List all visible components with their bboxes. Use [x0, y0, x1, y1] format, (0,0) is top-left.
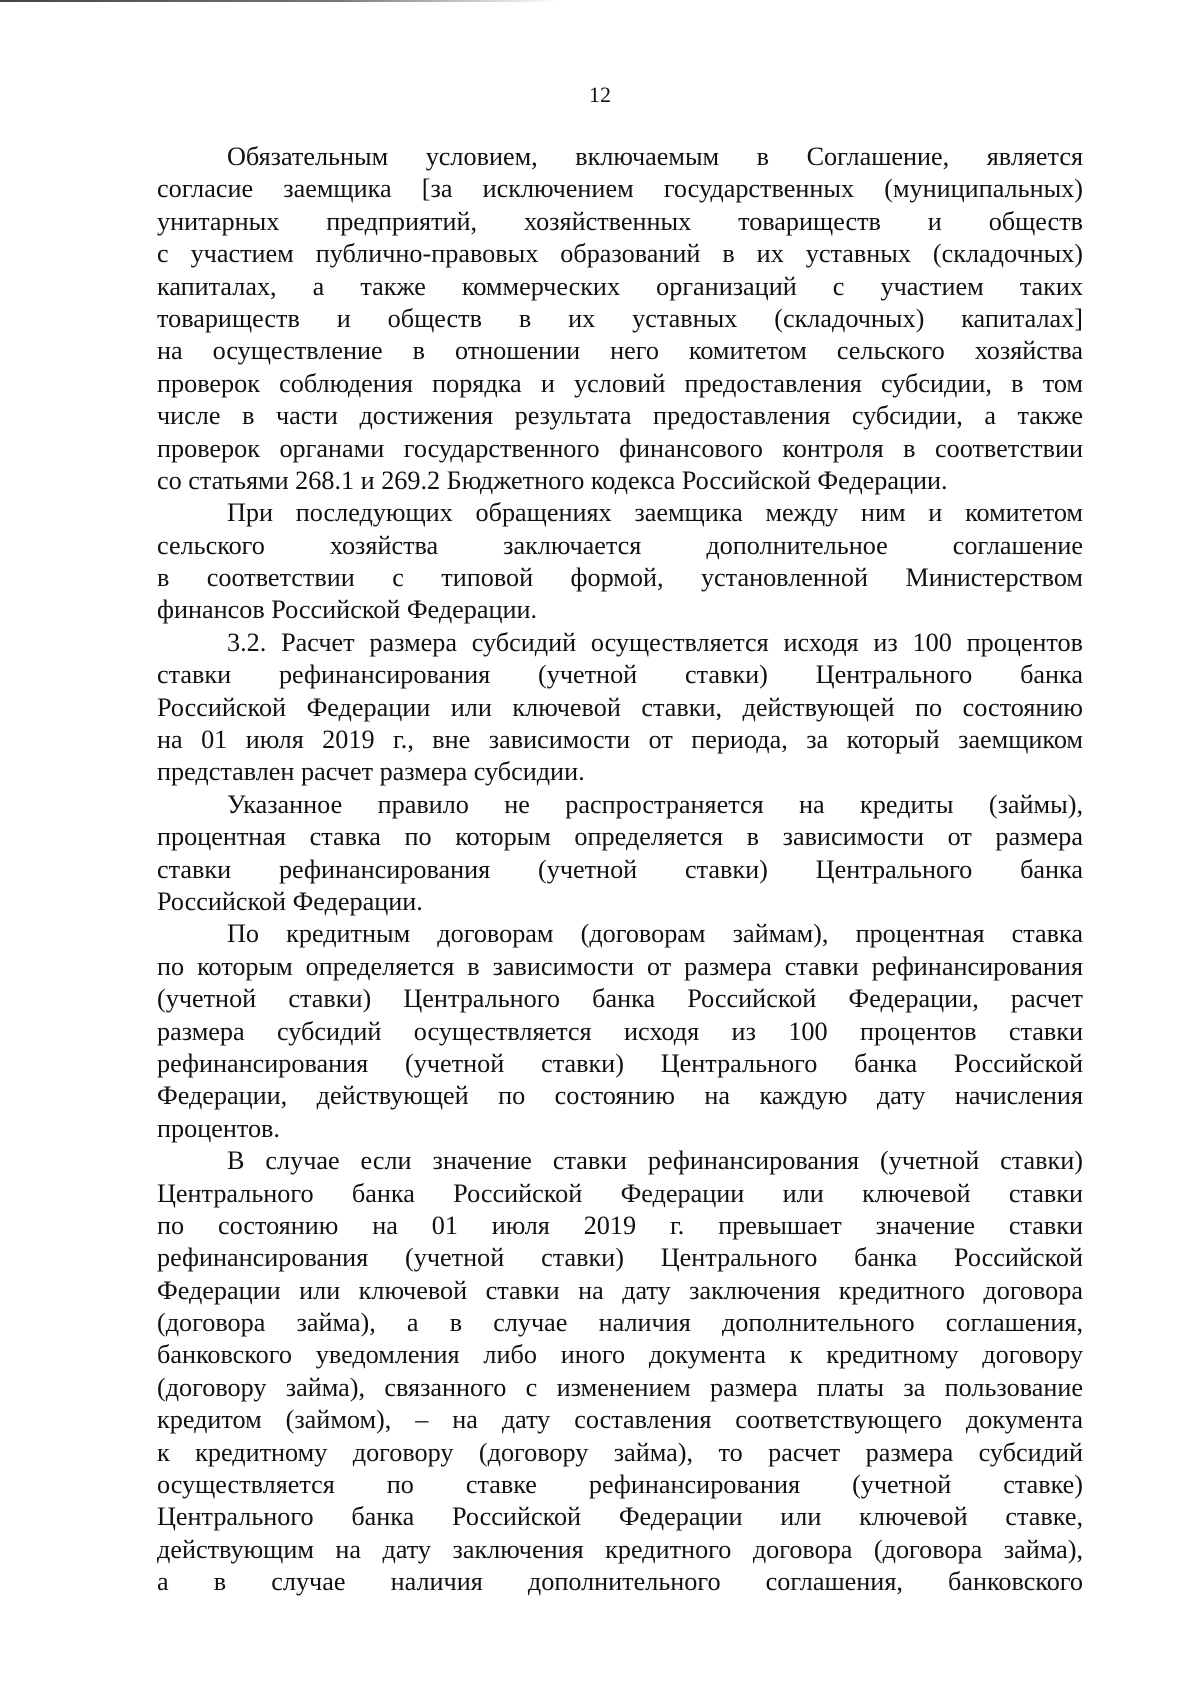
text-line: ставки рефинансирования (учетной ставки) Центрального банка	[157, 854, 1083, 884]
text-line: к кредитному договору (договору займа), то расчет размера субсидий	[157, 1437, 1083, 1467]
text-line: процентов.	[157, 1113, 280, 1143]
text-line: рефинансирования (учетной ставки) Центрального банка Российской	[157, 1048, 1083, 1078]
text-line: По кредитным договорам (договорам займам), процентная ставка	[227, 919, 1083, 949]
text-line: При последующих обращениях заемщика между ним и комитетом	[227, 498, 1083, 528]
text-line: (учетной ставки) Центрального банка Российской Федерации, расчет	[157, 984, 1083, 1014]
text-line: капиталах, а также коммерческих организаций с участием таких	[157, 271, 1083, 301]
text-line: Федерации, действующей по состоянию на каждую дату начисления	[157, 1081, 1083, 1111]
text-line: по которым определяется в зависимости от размера ставки рефинансирования	[157, 951, 1083, 981]
text-line: проверок органами государственного финансового контроля в соответствии	[157, 433, 1083, 463]
text-line: на осуществление в отношении него комитетом сельского хозяйства	[157, 336, 1083, 366]
text-line: 3.2. Расчет размера субсидий осуществляется исходя из 100 процентов	[227, 627, 1083, 657]
text-line: числе в части достижения результата предоставления субсидии, а также	[157, 401, 1083, 431]
text-line: Центрального банка Российской Федерации или ключевой ставке,	[157, 1502, 1083, 1532]
text-line: представлен расчет размера субсидии.	[157, 757, 585, 787]
text-line: осуществляется по ставке рефинансирования (учетной ставке)	[157, 1470, 1083, 1500]
text-line: (договору займа), связанного с изменением размера платы за пользование	[157, 1372, 1083, 1402]
text-line: по состоянию на 01 июля 2019 г. превышает значение ставки	[157, 1210, 1083, 1240]
text-line: Указанное правило не распространяется на кредиты (займы),	[227, 789, 1083, 819]
text-line: кредитом (займом), – на дату составления соответствующего документа	[157, 1405, 1083, 1435]
text-line: банковского уведомления либо иного документа к кредитному договору	[157, 1340, 1083, 1370]
text-line: Центрального банка Российской Федерации или ключевой ставки	[157, 1178, 1083, 1208]
text-line: а в случае наличия дополнительного соглашения, банковского	[157, 1567, 1083, 1597]
text-line: в соответствии с типовой формой, установленной Министерством	[157, 563, 1083, 593]
text-line: на 01 июля 2019 г., вне зависимости от периода, за который заемщиком	[157, 725, 1083, 755]
text-line: унитарных предприятий, хозяйственных товариществ и обществ	[157, 206, 1083, 236]
text-line: со статьями 268.1 и 269.2 Бюджетного кодекса Российской Федерации.	[157, 465, 948, 495]
text-line: Российской Федерации.	[157, 886, 423, 916]
page-number: 12	[589, 82, 611, 107]
text-line: сельского хозяйства заключается дополнительное соглашение	[157, 530, 1083, 560]
text-line: Федерации или ключевой ставки на дату заключения кредитного договора	[157, 1275, 1083, 1305]
text-line: с участием публично-правовых образований в их уставных (складочных)	[157, 239, 1083, 269]
text-line: рефинансирования (учетной ставки) Центрального банка Российской	[157, 1243, 1083, 1273]
text-line: (договора займа), а в случае наличия дополнительного соглашения,	[157, 1308, 1083, 1338]
text-line: процентная ставка по которым определяется в зависимости от размера	[157, 822, 1083, 852]
text-line: размера субсидий осуществляется исходя из 100 процентов ставки	[157, 1016, 1083, 1046]
text-line: Обязательным условием, включаемым в Соглашение, является	[227, 142, 1083, 171]
text-line: действующим на дату заключения кредитного договора (договора займа),	[157, 1534, 1083, 1564]
text-line: проверок соблюдения порядка и условий предоставления субсидии, в том	[157, 368, 1083, 398]
scan-edge-artifact	[0, 0, 560, 2]
document-body	[157, 141, 1083, 1599]
text-line: финансов Российской Федерации.	[157, 595, 538, 625]
text-line: В случае если значение ставки рефинансирования (учетной ставки)	[227, 1146, 1083, 1176]
text-line: Российской Федерации или ключевой ставки, действующей по состоянию	[157, 692, 1083, 722]
text-line: согласие заемщика [за исключением государственных (муниципальных)	[157, 174, 1083, 204]
text-line: ставки рефинансирования (учетной ставки) Центрального банка	[157, 660, 1083, 690]
text-line: товариществ и обществ в их уставных (складочных) капиталах]	[157, 303, 1083, 333]
